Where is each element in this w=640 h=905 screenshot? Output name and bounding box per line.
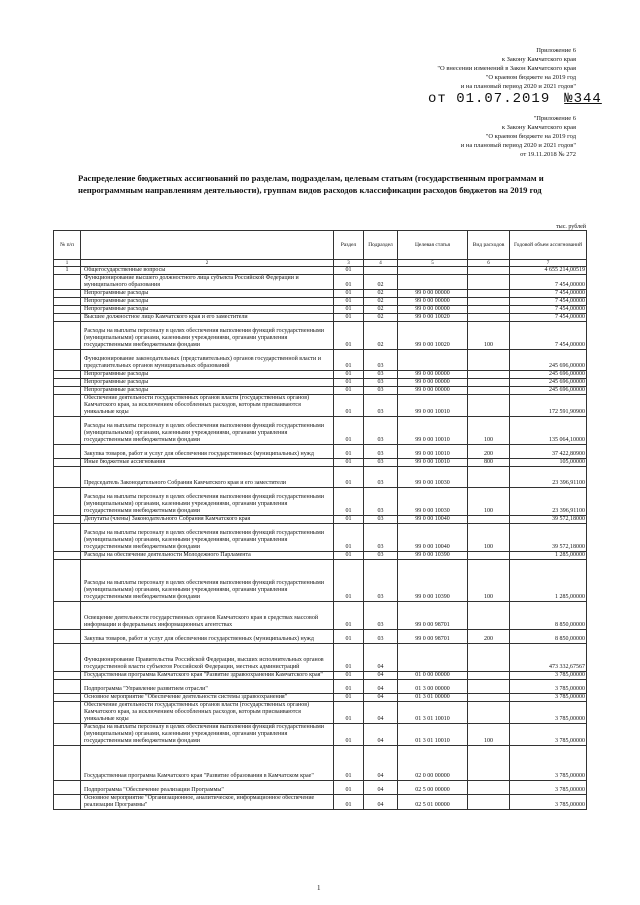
row-number (54, 314, 81, 322)
column-header: Подраздел (364, 231, 398, 260)
column-index: 1 (54, 260, 81, 267)
row-expense-type (468, 644, 510, 672)
row-number (54, 395, 81, 417)
row-subsection: 02 (364, 314, 398, 322)
row-expense-type (468, 467, 510, 488)
row-section: 01 (334, 694, 364, 702)
row-section: 01 (334, 459, 364, 467)
row-subsection: 03 (364, 459, 398, 467)
row-subsection (364, 267, 398, 275)
appendix-line: и на плановый период 2020 и 2021 годов" (460, 83, 576, 90)
row-amount: 172 591,90900 (510, 395, 587, 417)
row-amount: 23 396,91100 (510, 488, 587, 516)
row-amount: 3 785,00000 (510, 672, 587, 680)
row-expense-type: 200 (468, 445, 510, 459)
row-amount: 3 785,00000 (510, 724, 587, 746)
row-target-article: 99 0 00 10030 (398, 488, 468, 516)
row-expense-type: 100 (468, 488, 510, 516)
budget-table (53, 230, 587, 810)
row-subsection: 03 (364, 395, 398, 417)
table-row (54, 290, 587, 298)
column-header: Годовой объем ассигнований (510, 231, 587, 260)
row-section: 01 (334, 350, 364, 371)
row-target-article: 99 0 00 10390 (398, 552, 468, 560)
row-target-article: 99 0 00 10020 (398, 322, 468, 350)
row-section: 01 (334, 560, 364, 602)
row-name: Расходы на выплаты персоналу в целях обеспечения выполнения функций государственными (муниципальными) органами, казенными учреждениями, органами управления государственными внебюджетными фондами (81, 488, 334, 516)
law-date-number-stamp (428, 91, 602, 107)
row-expense-type (468, 746, 510, 781)
row-name: Основное мероприятие "Организационное, аналитическое, информационное обеспечение реализации Программы" (81, 795, 334, 810)
row-target-article: 99 0 00 00000 (398, 290, 468, 298)
row-amount: 1 285,00000 (510, 560, 587, 602)
table-row (54, 702, 587, 724)
row-target-article: 02 5 01 00000 (398, 795, 468, 810)
row-section: 01 (334, 524, 364, 552)
row-section: 01 (334, 702, 364, 724)
row-expense-type (468, 306, 510, 314)
row-expense-type: 100 (468, 560, 510, 602)
row-amount: 8 850,00000 (510, 630, 587, 644)
row-number (54, 298, 81, 306)
row-expense-type (468, 314, 510, 322)
row-subsection: 03 (364, 417, 398, 445)
row-section: 01 (334, 314, 364, 322)
row-target-article (398, 267, 468, 275)
row-number (54, 488, 81, 516)
row-target-article: 99 0 00 98701 (398, 630, 468, 644)
appendix-line: и на плановый период 2020 и 2021 годов" (460, 142, 576, 149)
column-index: 3 (334, 260, 364, 267)
row-subsection: 04 (364, 694, 398, 702)
row-amount: 39 572,18000 (510, 524, 587, 552)
row-amount: 3 785,00000 (510, 746, 587, 781)
row-subsection: 03 (364, 467, 398, 488)
row-name: Расходы на выплаты персоналу в целях обеспечения выполнения функций государственными (муниципальными) органами, казенными учреждениями, органами управления государственными внебюджетными фондами (81, 724, 334, 746)
row-section: 01 (334, 290, 364, 298)
row-expense-type (468, 290, 510, 298)
row-expense-type (468, 672, 510, 680)
table-row (54, 445, 587, 459)
row-subsection: 03 (364, 630, 398, 644)
row-expense-type (468, 275, 510, 290)
row-number: 1 (54, 267, 81, 275)
row-number (54, 672, 81, 680)
row-expense-type (468, 781, 510, 795)
row-expense-type (468, 680, 510, 694)
law-date: от 01.07.2019 (428, 91, 551, 107)
row-subsection: 03 (364, 350, 398, 371)
row-amount: 3 785,00000 (510, 781, 587, 795)
table-row (54, 694, 587, 702)
row-name: Расходы на выплаты персоналу в целях обеспечения выполнения функций государственными (муниципальными) органами, казенными учреждениями, органами управления государственными внебюджетными фондами (81, 560, 334, 602)
row-name: Непрограммные расходы (81, 298, 334, 306)
row-section: 01 (334, 306, 364, 314)
appendix-line: "О краевом бюджете на 2019 год (485, 74, 576, 81)
row-expense-type: 100 (468, 322, 510, 350)
row-expense-type (468, 371, 510, 379)
row-target-article (398, 275, 468, 290)
row-expense-type (468, 379, 510, 387)
row-name: Председатель Законодательного Собрания Камчатского края и его заместители (81, 467, 334, 488)
row-number (54, 467, 81, 488)
row-target-article: 99 0 00 10020 (398, 314, 468, 322)
row-name: Функционирование Правительства Российской Федерации, высших исполнительных органов государственной власти субъектов Российской Федерации, местных администраций (81, 644, 334, 672)
row-target-article: 99 0 00 00000 (398, 298, 468, 306)
row-number (54, 560, 81, 602)
row-subsection: 04 (364, 672, 398, 680)
row-section: 01 (334, 724, 364, 746)
row-section: 01 (334, 387, 364, 395)
row-target-article (398, 644, 468, 672)
row-amount: 7 454,00000 (510, 314, 587, 322)
row-name: Подпрограмма "Управление развитием отрасли" (81, 680, 334, 694)
row-number (54, 524, 81, 552)
table-row (54, 395, 587, 417)
row-number (54, 379, 81, 387)
row-number (54, 275, 81, 290)
table-row (54, 467, 587, 488)
row-number (54, 795, 81, 810)
row-amount: 245 696,00000 (510, 350, 587, 371)
column-index-row (54, 260, 587, 267)
row-section: 01 (334, 644, 364, 672)
row-expense-type (468, 267, 510, 275)
row-amount: 3 785,00000 (510, 680, 587, 694)
row-target-article: 01 3 01 10010 (398, 724, 468, 746)
row-section: 01 (334, 395, 364, 417)
row-expense-type (468, 516, 510, 524)
row-section: 01 (334, 267, 364, 275)
table-row (54, 267, 587, 275)
row-amount: 245 696,00000 (510, 387, 587, 395)
row-amount: 7 454,00000 (510, 306, 587, 314)
table-row (54, 795, 587, 810)
row-subsection: 04 (364, 702, 398, 724)
row-expense-type: 100 (468, 524, 510, 552)
row-number (54, 350, 81, 371)
row-subsection: 04 (364, 644, 398, 672)
row-section: 01 (334, 630, 364, 644)
row-name: Освещение деятельности государственных органов Камчатского края в средствах массовой информации и федеральных информационных агентствах (81, 602, 334, 630)
row-amount: 3 785,00000 (510, 795, 587, 810)
row-number (54, 290, 81, 298)
row-subsection: 03 (364, 516, 398, 524)
table-row (54, 275, 587, 290)
row-subsection: 03 (364, 560, 398, 602)
row-subsection: 03 (364, 371, 398, 379)
row-name: Основное мероприятие "Обеспечение деятельности системы здравоохранения" (81, 694, 334, 702)
row-number (54, 630, 81, 644)
row-number (54, 516, 81, 524)
row-expense-type: 200 (468, 630, 510, 644)
row-section: 01 (334, 795, 364, 810)
appendix-header-current (437, 46, 576, 91)
row-target-article: 99 0 00 00000 (398, 387, 468, 395)
row-amount: 7 454,00000 (510, 298, 587, 306)
row-expense-type: 100 (468, 417, 510, 445)
row-number (54, 680, 81, 694)
row-target-article: 99 0 00 10030 (398, 467, 468, 488)
row-target-article: 99 0 00 10010 (398, 459, 468, 467)
row-section: 01 (334, 445, 364, 459)
row-expense-type (468, 395, 510, 417)
row-section: 01 (334, 488, 364, 516)
row-target-article: 99 0 00 10010 (398, 417, 468, 445)
table-row (54, 781, 587, 795)
table-row (54, 560, 587, 602)
row-target-article: 02 0 00 00000 (398, 746, 468, 781)
column-header (81, 231, 334, 260)
row-number (54, 322, 81, 350)
row-name: Закупка товаров, работ и услуг для обеспечения государственных (муниципальных) нужд (81, 445, 334, 459)
row-target-article: 99 0 00 10010 (398, 395, 468, 417)
row-number (54, 694, 81, 702)
column-header: № п/п (54, 231, 81, 260)
row-subsection: 03 (364, 387, 398, 395)
row-target-article: 02 5 00 00000 (398, 781, 468, 795)
row-target-article: 99 0 00 10040 (398, 524, 468, 552)
row-subsection: 04 (364, 781, 398, 795)
row-target-article: 01 3 00 00000 (398, 680, 468, 694)
row-name: Расходы на обеспечение деятельности Молодежного Парламента (81, 552, 334, 560)
row-name: Функционирование высшего должностного лица субъекта Российской Федерации и муниципального образования (81, 275, 334, 290)
row-section: 01 (334, 672, 364, 680)
row-number (54, 602, 81, 630)
row-subsection: 04 (364, 680, 398, 694)
row-name: Депутаты (члены) Законодательного Собрания Камчатского края (81, 516, 334, 524)
row-target-article: 01 0 00 00000 (398, 672, 468, 680)
row-section: 01 (334, 552, 364, 560)
row-amount: 23 396,91100 (510, 467, 587, 488)
table-header-row (54, 231, 587, 260)
row-number (54, 552, 81, 560)
units-label: тыс. рублей (556, 224, 586, 230)
row-section: 01 (334, 275, 364, 290)
row-number (54, 417, 81, 445)
table-row (54, 379, 587, 387)
appendix-line: "Приложение 6 (533, 115, 576, 122)
appendix-line: "О внесении изменений в Закон Камчатского края (437, 65, 576, 72)
row-amount: 7 454,00000 (510, 290, 587, 298)
page-number: 1 (317, 884, 321, 892)
row-amount: 8 850,00000 (510, 602, 587, 630)
row-amount: 7 454,00000 (510, 322, 587, 350)
column-index: 4 (364, 260, 398, 267)
row-section: 01 (334, 602, 364, 630)
row-name: Непрограммные расходы (81, 379, 334, 387)
row-expense-type (468, 350, 510, 371)
row-number (54, 724, 81, 746)
row-number (54, 306, 81, 314)
row-expense-type (468, 552, 510, 560)
row-subsection: 03 (364, 552, 398, 560)
row-number (54, 387, 81, 395)
row-amount: 37 422,80900 (510, 445, 587, 459)
row-target-article: 99 0 00 00000 (398, 371, 468, 379)
row-target-article: 99 0 00 00000 (398, 306, 468, 314)
row-number (54, 781, 81, 795)
row-amount: 1 285,00000 (510, 552, 587, 560)
row-amount: 135 064,10000 (510, 417, 587, 445)
row-target-article: 01 3 01 10010 (398, 702, 468, 724)
row-subsection: 03 (364, 524, 398, 552)
row-section: 01 (334, 417, 364, 445)
row-name: Функционирование законодательных (представительных) органов государственной власти и представительных органов муниципальных образований (81, 350, 334, 371)
row-name: Непрограммные расходы (81, 387, 334, 395)
table-row (54, 644, 587, 672)
row-section: 01 (334, 379, 364, 387)
appendix-line: от 19.11.2018 № 272 (520, 151, 576, 158)
row-section: 01 (334, 467, 364, 488)
row-target-article: 99 0 00 00000 (398, 379, 468, 387)
table-row (54, 314, 587, 322)
row-subsection: 02 (364, 275, 398, 290)
column-index: 2 (81, 260, 334, 267)
row-expense-type (468, 602, 510, 630)
row-section: 01 (334, 516, 364, 524)
row-name: Высшее должностное лицо Камчатского края и его заместители (81, 314, 334, 322)
row-expense-type (468, 795, 510, 810)
row-target-article: 99 0 00 10040 (398, 516, 468, 524)
table-row (54, 680, 587, 694)
document-title: Распределение бюджетных ассигнований по разделам, подразделам, целевым статьям (государственным программам и непрограммным направлениям деятельности), группам видов расходов классификации расходов бюджетов на 2019 год (78, 173, 544, 195)
row-subsection: 03 (364, 445, 398, 459)
row-expense-type: 100 (468, 724, 510, 746)
row-section: 01 (334, 322, 364, 350)
row-number (54, 644, 81, 672)
column-index: 6 (468, 260, 510, 267)
appendix-header-original (461, 114, 576, 159)
row-amount: 245 696,00000 (510, 379, 587, 387)
row-expense-type (468, 694, 510, 702)
row-number (54, 371, 81, 379)
table-row (54, 417, 587, 445)
row-name: Обеспечение деятельности государственных органов власти (государственных органов) Камчатского края, за исключением обособленных расходов, которым присваиваются уникальные коды (81, 702, 334, 724)
row-target-article (398, 350, 468, 371)
row-name: Расходы на выплаты персоналу в целях обеспечения выполнения функций государственными (муниципальными) органами, казенными учреждениями, органами управления государственными внебюджетными фондами (81, 322, 334, 350)
row-target-article: 99 0 00 10010 (398, 445, 468, 459)
row-amount: 105,00000 (510, 459, 587, 467)
row-name: Расходы на выплаты персоналу в целях обеспечения выполнения функций государственными (муниципальными) органами, казенными учреждениями, органами управления государственными внебюджетными фондами (81, 524, 334, 552)
appendix-line: "О краевом бюджете на 2019 год (485, 133, 576, 140)
row-number (54, 445, 81, 459)
row-expense-type (468, 298, 510, 306)
row-subsection: 02 (364, 290, 398, 298)
row-subsection: 03 (364, 488, 398, 516)
row-name: Обеспечение деятельности государственных органов власти (государственных органов) Камчатского края, за исключением обособленных расходов, которым присваиваются уникальные коды (81, 395, 334, 417)
row-subsection: 03 (364, 379, 398, 387)
row-target-article: 99 0 00 10390 (398, 560, 468, 602)
row-subsection: 04 (364, 795, 398, 810)
table-row (54, 602, 587, 630)
row-number (54, 746, 81, 781)
row-subsection: 04 (364, 746, 398, 781)
law-number: №344 (564, 91, 602, 107)
row-amount: 245 696,00000 (510, 371, 587, 379)
row-name: Непрограммные расходы (81, 290, 334, 298)
row-expense-type (468, 387, 510, 395)
table-row (54, 322, 587, 350)
row-section: 01 (334, 781, 364, 795)
row-section: 01 (334, 680, 364, 694)
table-row (54, 387, 587, 395)
table-row (54, 488, 587, 516)
table-row (54, 459, 587, 467)
row-amount: 7 454,00000 (510, 275, 587, 290)
row-name: Непрограммные расходы (81, 306, 334, 314)
row-number (54, 459, 81, 467)
column-index: 7 (510, 260, 587, 267)
row-subsection: 02 (364, 298, 398, 306)
row-expense-type (468, 702, 510, 724)
row-target-article: 99 0 00 98701 (398, 602, 468, 630)
row-name: Общегосударственные вопросы (81, 267, 334, 275)
column-index: 5 (398, 260, 468, 267)
table-row (54, 350, 587, 371)
row-number (54, 702, 81, 724)
row-section: 01 (334, 746, 364, 781)
appendix-line: к Закону Камчатского края (501, 124, 576, 131)
row-amount: 473 332,67567 (510, 644, 587, 672)
row-section: 01 (334, 298, 364, 306)
column-header: Целевая статья (398, 231, 468, 260)
row-subsection: 03 (364, 602, 398, 630)
table-row (54, 516, 587, 524)
row-subsection: 02 (364, 322, 398, 350)
row-name: Закупка товаров, работ и услуг для обеспечения государственных (муниципальных) нужд (81, 630, 334, 644)
row-name: Государственная программа Камчатского края "Развитие здравоохранения Камчатского края" (81, 672, 334, 680)
row-subsection: 04 (364, 724, 398, 746)
appendix-line: Приложение 6 (536, 47, 576, 54)
table-row (54, 306, 587, 314)
row-name: Непрограммные расходы (81, 371, 334, 379)
row-name: Расходы на выплаты персоналу в целях обеспечения выполнения функций государственными (муниципальными) органами, казенными учреждениями, органами управления государственными внебюджетными фондами (81, 417, 334, 445)
row-name: Государственная программа Камчатского края "Развитие образования в Камчатском крае" (81, 746, 334, 781)
row-amount: 39 572,18000 (510, 516, 587, 524)
row-section: 01 (334, 371, 364, 379)
row-amount: 3 785,00000 (510, 694, 587, 702)
column-header: Вид расходов (468, 231, 510, 260)
row-amount: 3 785,00000 (510, 702, 587, 724)
row-subsection: 02 (364, 306, 398, 314)
table-row (54, 552, 587, 560)
appendix-line: к Закону Камчатского края (501, 56, 576, 63)
table-row (54, 371, 587, 379)
table-row (54, 524, 587, 552)
row-target-article: 01 3 01 00000 (398, 694, 468, 702)
row-name: Подпрограмма "Обеспечение реализации Программы" (81, 781, 334, 795)
table-row (54, 630, 587, 644)
table-row (54, 724, 587, 746)
row-amount: 4 655 214,00519 (510, 267, 587, 275)
table-row (54, 746, 587, 781)
row-name: Иные бюджетные ассигнования (81, 459, 334, 467)
table-row (54, 298, 587, 306)
table-row (54, 672, 587, 680)
row-expense-type: 800 (468, 459, 510, 467)
column-header: Раздел (334, 231, 364, 260)
